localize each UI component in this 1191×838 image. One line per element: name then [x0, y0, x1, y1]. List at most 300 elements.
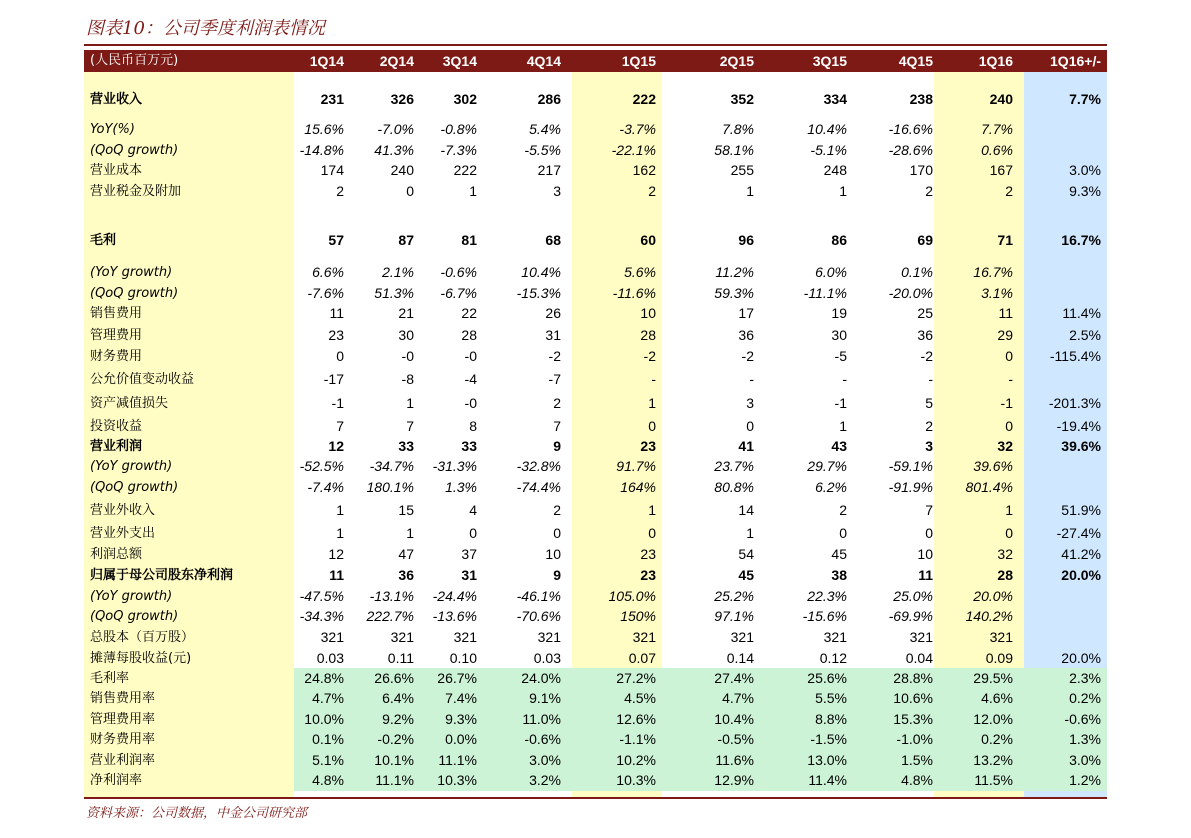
table-cell: 12	[328, 438, 344, 454]
table-cell: 17	[738, 305, 754, 321]
table-cell: -15.6%	[802, 608, 847, 624]
table-cell: -14.8%	[299, 142, 344, 158]
table-row	[84, 565, 1107, 586]
table-cell: 0.14	[726, 650, 754, 666]
table-row	[84, 729, 1107, 750]
table-cell: 1	[839, 418, 847, 434]
table-row	[84, 160, 1107, 181]
table-cell: -	[749, 371, 754, 387]
table-cell: 4.8%	[901, 772, 933, 788]
table-cell: -201.3%	[1048, 395, 1101, 411]
table-cell: 1.3%	[1069, 731, 1101, 747]
table-cell: -2	[548, 348, 561, 364]
table-cell: -69.9%	[888, 608, 933, 624]
row-label: 营业利润	[90, 439, 143, 454]
table-cell: 4.7%	[312, 690, 344, 706]
table-cell: 10.0%	[304, 711, 344, 727]
row-label: 净利润率	[90, 773, 143, 788]
table-cell: 5.5%	[815, 690, 847, 706]
table-cell: 0	[553, 525, 561, 541]
table-cell: 240	[390, 162, 414, 178]
table-cell: 41.2%	[1061, 546, 1101, 562]
table-cell: -34.7%	[369, 458, 414, 474]
table-cell: 9.2%	[382, 711, 414, 727]
table-cell: 31	[545, 327, 561, 343]
table-cell: 24.8%	[304, 670, 344, 686]
table-cell: 0	[1005, 525, 1013, 541]
table-cell: -	[928, 371, 933, 387]
table-cell: 255	[730, 162, 754, 178]
table-cell: -1	[1000, 395, 1013, 411]
table-cell: 9.3%	[445, 711, 477, 727]
table-cell: 1	[469, 183, 477, 199]
table-cell: 80.8%	[714, 479, 754, 495]
table-cell: 30	[398, 327, 414, 343]
table-cell: 25.0%	[893, 588, 933, 604]
table-cell: 4.7%	[722, 690, 754, 706]
table-cell: 1.2%	[1069, 772, 1101, 788]
table-cell: 33	[461, 438, 477, 454]
table-cell: 7.8%	[722, 121, 754, 137]
profit-table	[84, 50, 1107, 798]
table-cell: 2	[553, 395, 561, 411]
table-cell: 0	[1005, 418, 1013, 434]
table-cell: -0.6%	[440, 264, 477, 280]
row-label: 利润总额	[90, 547, 143, 562]
table-cell: 238	[909, 91, 933, 107]
table-cell: 0	[746, 418, 754, 434]
table-cell: 2.5%	[1069, 327, 1101, 343]
table-cell: -2	[643, 348, 656, 364]
table-cell: 30	[831, 327, 847, 343]
table-cell: 12.0%	[973, 711, 1013, 727]
row-label: 营业外收入	[90, 503, 156, 518]
table-cell: 0.11	[387, 650, 414, 666]
table-cell: 25.6%	[807, 670, 847, 686]
row-label: 投资收益	[90, 419, 143, 434]
table-cell: 15.3%	[893, 711, 933, 727]
row-label: 毛利	[90, 233, 117, 248]
table-cell: -16.6%	[888, 121, 933, 137]
table-cell: 7.7%	[1069, 91, 1101, 107]
table-row	[84, 140, 1107, 161]
column-header-3q15: 3Q15	[812, 53, 847, 69]
table-cell: 170	[909, 162, 933, 178]
table-cell: 286	[537, 91, 561, 107]
table-cell: 7.7%	[981, 121, 1013, 137]
table-cell: 180.1%	[366, 479, 414, 495]
table-cell: 3.2%	[529, 772, 561, 788]
table-cell: 0.09	[985, 650, 1013, 666]
table-row	[84, 119, 1107, 140]
table-cell: 0.2%	[1069, 690, 1101, 706]
table-cell: 0	[1005, 348, 1013, 364]
table-cell: -0.6%	[524, 731, 561, 747]
table-cell: 11.1%	[438, 752, 477, 768]
table-cell: 23	[640, 546, 656, 562]
table-cell: 39.6%	[973, 458, 1013, 474]
table-row	[84, 500, 1107, 521]
table-cell: 11.4%	[1062, 305, 1101, 321]
table-cell: 36	[738, 327, 754, 343]
table-cell: 59.3%	[714, 285, 754, 301]
table-cell: 3	[925, 438, 933, 454]
table-cell: 10.6%	[893, 690, 933, 706]
table-cell: 0.0%	[445, 731, 477, 747]
table-cell: 11.2%	[715, 264, 754, 280]
table-cell: 20.0%	[973, 588, 1013, 604]
table-cell: 11.5%	[974, 772, 1013, 788]
table-cell: 11	[918, 567, 933, 583]
table-cell: 12.6%	[616, 711, 656, 727]
table-cell: 0.03	[533, 650, 561, 666]
table-cell	[1011, 606, 1101, 627]
row-label: (YoY growth)	[90, 459, 173, 474]
table-header	[84, 50, 1107, 72]
table-cell: 27.4%	[714, 670, 754, 686]
table-cell: -0	[401, 348, 414, 364]
table-cell: -32.8%	[516, 458, 561, 474]
table-cell: 321	[823, 629, 847, 645]
table-cell: 20.0%	[1061, 567, 1101, 583]
table-row	[84, 283, 1107, 304]
column-header-1q14: 1Q14	[309, 53, 344, 69]
page-title: 图表10：公司季度利润表情况	[86, 18, 325, 39]
table-cell: 0.07	[628, 650, 656, 666]
table-cell: 217	[537, 162, 561, 178]
table-cell: -22.1%	[611, 142, 656, 158]
column-header-2q14: 2Q14	[379, 53, 414, 69]
row-label: (QoQ growth)	[90, 143, 179, 158]
table-cell: 1	[336, 525, 344, 541]
table-row	[84, 606, 1107, 627]
table-cell: 12	[328, 546, 344, 562]
table-cell: 6.4%	[382, 690, 414, 706]
table-row	[84, 436, 1107, 457]
table-cell: 36	[398, 567, 414, 583]
table-cell: 321	[390, 629, 414, 645]
table-cell: 174	[320, 162, 344, 178]
table-cell: 6.6%	[312, 264, 344, 280]
table-cell: 4.5%	[624, 690, 656, 706]
table-cell: -6.7%	[440, 285, 477, 301]
table-cell: -5	[834, 348, 847, 364]
table-cell: 5.4%	[529, 121, 561, 137]
table-cell: 25.2%	[714, 588, 754, 604]
table-cell: 9.3%	[1069, 183, 1101, 199]
table-cell: 0	[336, 348, 344, 364]
table-cell: -1.0%	[896, 731, 933, 747]
table-cell: 16.7%	[1061, 232, 1101, 248]
table-cell: -52.5%	[299, 458, 344, 474]
table-cell: 31	[461, 567, 477, 583]
table-cell: 248	[823, 162, 847, 178]
row-label: (QoQ growth)	[90, 480, 179, 495]
table-cell: 86	[831, 232, 847, 248]
table-cell: -	[1008, 371, 1013, 387]
table-cell	[1011, 119, 1101, 140]
table-cell: 45	[738, 567, 754, 583]
table-cell: -47.5%	[299, 588, 344, 604]
table-cell: -27.4%	[1056, 525, 1101, 541]
table-cell: 9	[553, 438, 561, 454]
table-cell: 58.1%	[714, 142, 754, 158]
table-cell: 26	[545, 305, 561, 321]
table-cell: -2	[920, 348, 933, 364]
table-cell: -91.9%	[888, 479, 933, 495]
table-cell: 26.6%	[374, 670, 414, 686]
table-cell: 57	[328, 232, 344, 248]
table-row	[84, 416, 1107, 437]
table-row	[84, 770, 1107, 791]
table-cell	[1011, 456, 1101, 477]
table-row	[84, 325, 1107, 346]
table-cell: 1	[648, 502, 656, 518]
table-row	[84, 303, 1107, 324]
table-cell: 10	[640, 305, 656, 321]
table-cell: 11.0%	[522, 711, 561, 727]
table-cell: 0	[925, 525, 933, 541]
table-cell: 222.7%	[366, 608, 414, 624]
table-cell: 32	[997, 438, 1013, 454]
table-cell: 0.2%	[981, 731, 1013, 747]
table-cell: 0	[469, 525, 477, 541]
table-cell	[1011, 283, 1101, 304]
row-label: 管理费用率	[90, 712, 156, 727]
table-cell: -17	[323, 371, 344, 387]
table-cell: 7	[406, 418, 414, 434]
row-label: (QoQ growth)	[90, 609, 179, 624]
table-cell: 321	[320, 629, 344, 645]
row-label: 归属于母公司股东净利润	[90, 568, 234, 583]
table-cell	[1011, 627, 1101, 648]
table-cell	[1011, 477, 1101, 498]
table-cell: 9.1%	[529, 690, 561, 706]
table-cell: 4.6%	[981, 690, 1013, 706]
table-row	[84, 346, 1107, 367]
table-cell: -31.3%	[432, 458, 477, 474]
table-cell: -0.6%	[1064, 711, 1101, 727]
table-row	[84, 544, 1107, 565]
table-cell: -	[651, 371, 656, 387]
table-cell: 28	[997, 567, 1013, 583]
table-row	[84, 477, 1107, 498]
table-cell: -5.5%	[524, 142, 561, 158]
row-label: 财务费用率	[90, 732, 156, 747]
bottom-rule	[84, 797, 1107, 799]
table-cell: 7	[553, 418, 561, 434]
table-cell: 3.1%	[981, 285, 1013, 301]
table-cell: 22.3%	[807, 588, 847, 604]
table-cell: 801.4%	[965, 479, 1013, 495]
table-cell: 41	[738, 438, 754, 454]
table-row	[84, 393, 1107, 414]
table-cell: 11.6%	[715, 752, 754, 768]
table-cell: 1.3%	[445, 479, 477, 495]
row-label: 销售费用率	[90, 691, 156, 706]
table-row	[84, 668, 1107, 689]
column-header-4q14: 4Q14	[526, 53, 561, 69]
table-cell: 3.0%	[1069, 162, 1101, 178]
table-cell: 222	[632, 91, 656, 107]
row-label: 营业利润率	[90, 753, 156, 768]
table-cell: 28.8%	[893, 670, 933, 686]
table-cell: 36	[917, 327, 933, 343]
title-rule	[84, 44, 1107, 46]
table-cell: 3.0%	[529, 752, 561, 768]
table-cell: 352	[730, 91, 754, 107]
column-header-1q15: 1Q15	[621, 53, 656, 69]
table-cell: 3	[553, 183, 561, 199]
table-cell: 13.0%	[807, 752, 847, 768]
table-cell: 23.7%	[714, 458, 754, 474]
table-cell: 167	[989, 162, 1013, 178]
table-cell: 10.4%	[714, 711, 754, 727]
table-row	[84, 627, 1107, 648]
row-label: 公允价值变动收益	[90, 372, 195, 387]
table-cell: -8	[401, 371, 414, 387]
table-cell: 2	[839, 502, 847, 518]
table-cell: 10.1%	[374, 752, 414, 768]
table-cell: 3	[746, 395, 754, 411]
table-cell: 334	[823, 91, 847, 107]
table-cell: 2	[336, 183, 344, 199]
table-cell: 0.10	[449, 650, 477, 666]
table-cell: 2	[925, 183, 933, 199]
table-cell: 0	[839, 525, 847, 541]
table-cell: -19.4%	[1056, 418, 1101, 434]
table-cell: 25	[917, 305, 933, 321]
table-cell: 231	[320, 91, 344, 107]
source-note: 资料来源：公司数据，中金公司研究部	[86, 806, 308, 821]
table-cell: 96	[738, 232, 754, 248]
table-cell: -0.2%	[377, 731, 414, 747]
table-row	[84, 586, 1107, 607]
row-label: 管理费用	[90, 328, 143, 343]
table-cell: -11.1%	[803, 285, 847, 301]
table-cell: 1	[746, 525, 754, 541]
table-cell: 11.1%	[375, 772, 414, 788]
table-cell: 37	[461, 546, 477, 562]
table-cell: 97.1%	[714, 608, 754, 624]
table-cell: -28.6%	[888, 142, 933, 158]
table-cell: 47	[398, 546, 414, 562]
table-cell: -59.1%	[888, 458, 933, 474]
table-cell: 8.8%	[815, 711, 847, 727]
column-header-4q15: 4Q15	[898, 53, 933, 69]
table-row	[84, 709, 1107, 730]
table-cell: 0.03	[316, 650, 344, 666]
table-cell: -7.4%	[307, 479, 344, 495]
table-cell: 5	[925, 395, 933, 411]
table-cell: 0	[648, 418, 656, 434]
table-cell: -7	[548, 371, 561, 387]
table-cell: -13.6%	[432, 608, 477, 624]
table-cell: 28	[461, 327, 477, 343]
table-cell: -34.3%	[299, 608, 344, 624]
row-label: 毛利率	[90, 671, 130, 686]
row-label: 营业收入	[90, 92, 143, 107]
table-cell: 10.3%	[616, 772, 656, 788]
table-cell: 23	[328, 327, 344, 343]
table-cell: -1.1%	[619, 731, 656, 747]
table-cell: -115.4%	[1049, 348, 1101, 364]
table-cell: 26.7%	[437, 670, 477, 686]
table-cell: 105.0%	[608, 588, 656, 604]
table-cell: 54	[738, 546, 754, 562]
table-cell: 19	[831, 305, 847, 321]
table-cell: 0	[648, 525, 656, 541]
table-cell: 0.1%	[312, 731, 344, 747]
table-cell: 29	[997, 327, 1013, 343]
table-cell: 15	[398, 502, 414, 518]
table-cell: -2	[741, 348, 754, 364]
table-row	[84, 89, 1107, 110]
table-row	[84, 262, 1107, 283]
table-cell: -0	[464, 395, 477, 411]
table-cell: 10.2%	[616, 752, 656, 768]
table-cell: -4	[464, 371, 477, 387]
table-cell: 2	[553, 502, 561, 518]
table-cell: 69	[917, 232, 933, 248]
table-cell: 1	[839, 183, 847, 199]
table-row	[84, 456, 1107, 477]
table-cell: 6.2%	[815, 479, 847, 495]
table-row	[84, 648, 1107, 669]
table-cell: 1	[746, 183, 754, 199]
row-label: 营业税金及附加	[90, 184, 182, 199]
table-cell: -11.6%	[612, 285, 656, 301]
table-cell: 24.0%	[521, 670, 561, 686]
table-cell: 11	[329, 305, 344, 321]
table-cell: 7.4%	[445, 690, 477, 706]
row-label: 财务费用	[90, 349, 143, 364]
table-cell: 71	[997, 232, 1013, 248]
table-cell: 27.2%	[616, 670, 656, 686]
table-row	[84, 523, 1107, 544]
table-cell: 20.0%	[1061, 650, 1101, 666]
table-cell: 1	[648, 395, 656, 411]
table-cell: -0	[464, 348, 477, 364]
table-row	[84, 688, 1107, 709]
table-cell: 326	[390, 91, 414, 107]
table-cell: 321	[730, 629, 754, 645]
table-cell: 140.2%	[965, 608, 1013, 624]
table-cell: -15.3%	[516, 285, 561, 301]
table-cell: 0.04	[905, 650, 933, 666]
table-cell: 2.3%	[1069, 670, 1101, 686]
table-cell: 6.0%	[815, 264, 847, 280]
column-header-1q16: 1Q16+/-	[1050, 53, 1101, 69]
table-cell: 1	[406, 395, 414, 411]
table-cell: 10.3%	[437, 772, 477, 788]
row-label: 营业成本	[90, 163, 143, 178]
table-cell: 43	[831, 438, 847, 454]
table-cell: 10	[545, 546, 561, 562]
table-cell: 23	[640, 567, 656, 583]
table-cell: 150%	[620, 608, 656, 624]
table-row	[84, 181, 1107, 202]
table-cell: 13.2%	[973, 752, 1013, 768]
column-header-1q16: 1Q16	[978, 53, 1013, 69]
table-cell: 1	[336, 502, 344, 518]
table-cell	[1011, 262, 1101, 283]
table-cell: 28	[640, 327, 656, 343]
table-cell: 81	[461, 232, 477, 248]
table-cell: 21	[398, 305, 414, 321]
column-header-2q15: 2Q15	[719, 53, 754, 69]
table-cell: 2	[648, 183, 656, 199]
